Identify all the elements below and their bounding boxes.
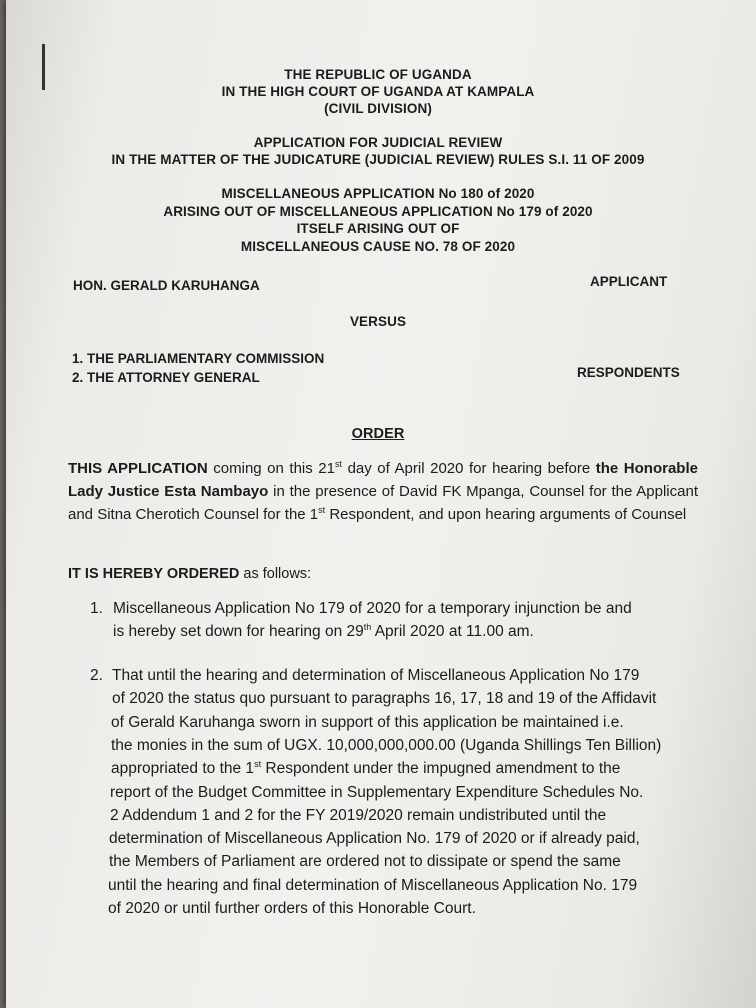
- item-2-line-11: of 2020 or until further orders of this Honorable Court.: [108, 900, 476, 917]
- court-heading: IN THE HIGH COURT OF UGANDA AT KAMPALA: [221, 84, 535, 99]
- item-2-line-2: of 2020 the status quo pursuant to paragraphs 16, 17, 18 and 19 of the Affidavit: [112, 690, 657, 708]
- item-2-sup: st: [254, 759, 262, 770]
- respondent-1: 1. THE PARLIAMENTARY COMMISSION: [72, 351, 325, 366]
- intro-text-4: Respondent, and upon hearing arguments of Counsel: [325, 506, 687, 523]
- applicant-name: HON. GERALD KARUHANGA: [73, 278, 260, 293]
- itself-arising-heading: ITSELF ARISING OUT OF: [296, 221, 460, 236]
- item-2-line-5-end: Respondent under the impugned amendment to the: [261, 760, 621, 778]
- ordered-text: as follows:: [239, 566, 312, 582]
- misc-cause-heading: MISCELLANEOUS CAUSE NO. 78 OF 2020: [240, 239, 516, 254]
- item-1-line-2-end: April 2020 at 11.00 am.: [371, 623, 534, 640]
- item-2-line-8: determination of Miscellaneous Application No. 179 of 2020 or if already paid,: [109, 830, 640, 848]
- intro-text-1: coming on this 21: [207, 460, 335, 477]
- matter-heading: IN THE MATTER OF THE JUDICATURE (JUDICIAL REVIEW) RULES S.I. 11 OF 2009: [111, 152, 645, 167]
- intro-text-3: in the presence of David FK Mpanga, Counsel for the Applicant and Sitna Cherotich Counsel for the 1: [68, 483, 698, 523]
- respondents-label: RESPONDENTS: [577, 365, 680, 380]
- order-intro-paragraph: [68, 457, 698, 526]
- item-1-line-2-text: is hereby set down for hearing on 29: [113, 623, 364, 640]
- division-heading: (CIVIL DIVISION): [324, 101, 432, 116]
- versus-label: VERSUS: [349, 314, 407, 329]
- item-2-line-5-text: appropriated to the 1: [111, 760, 255, 778]
- ordered-line: [68, 563, 311, 586]
- judge-name: the Honorable Lady Justice Esta Nambayo: [68, 460, 698, 500]
- item-1-line-1: Miscellaneous Application No 179 of 2020 for a temporary injunction be and: [113, 600, 632, 617]
- item-2-line-5: [111, 757, 620, 780]
- applicant-label: APPLICANT: [590, 274, 668, 289]
- item-1-sup: th: [363, 621, 372, 632]
- item-1-line-2: [113, 620, 534, 643]
- misc-application-heading: MISCELLANEOUS APPLICATION No 180 of 2020: [221, 186, 535, 201]
- item-2-line-1: That until the hearing and determination of Miscellaneous Application No 179: [112, 667, 640, 684]
- this-application-label: THIS APPLICATION: [68, 460, 208, 477]
- order-title: ORDER: [351, 426, 405, 442]
- application-heading: APPLICATION FOR JUDICIAL REVIEW: [253, 135, 503, 150]
- respondent-2: 2. THE ATTORNEY GENERAL: [72, 370, 260, 385]
- intro-text-2: day of April 2020 for hearing before: [342, 460, 596, 477]
- item-2-line-3: of Gerald Karuhanga sworn in support of this application be maintained i.e.: [111, 713, 624, 731]
- item-2-line-9: the Members of Parliament are ordered not to dissipate or spend the same: [109, 853, 621, 871]
- item-2-line-6: report of the Budget Committee in Supplementary Expenditure Schedules No.: [110, 783, 644, 801]
- republic-heading: THE REPUBLIC OF UGANDA: [284, 67, 472, 82]
- item-2-line-10: until the hearing and final determination of Miscellaneous Application No. 179: [108, 876, 638, 894]
- item-1-number: 1.: [90, 600, 103, 617]
- item-2-line-4: the monies in the sum of UGX. 10,000,000,000.00 (Uganda Shillings Ten Billion): [111, 736, 662, 754]
- intro-sup-1: st: [335, 459, 343, 469]
- arising-heading: ARISING OUT OF MISCELLANEOUS APPLICATION No 179 of 2020: [163, 204, 593, 219]
- item-2-number: 2.: [90, 667, 103, 684]
- intro-sup-2: st: [318, 505, 326, 515]
- ordered-label: IT IS HEREBY ORDERED: [68, 566, 240, 582]
- item-2-line-7: 2 Addendum 1 and 2 for the FY 2019/2020 remain undistributed until the: [110, 806, 607, 824]
